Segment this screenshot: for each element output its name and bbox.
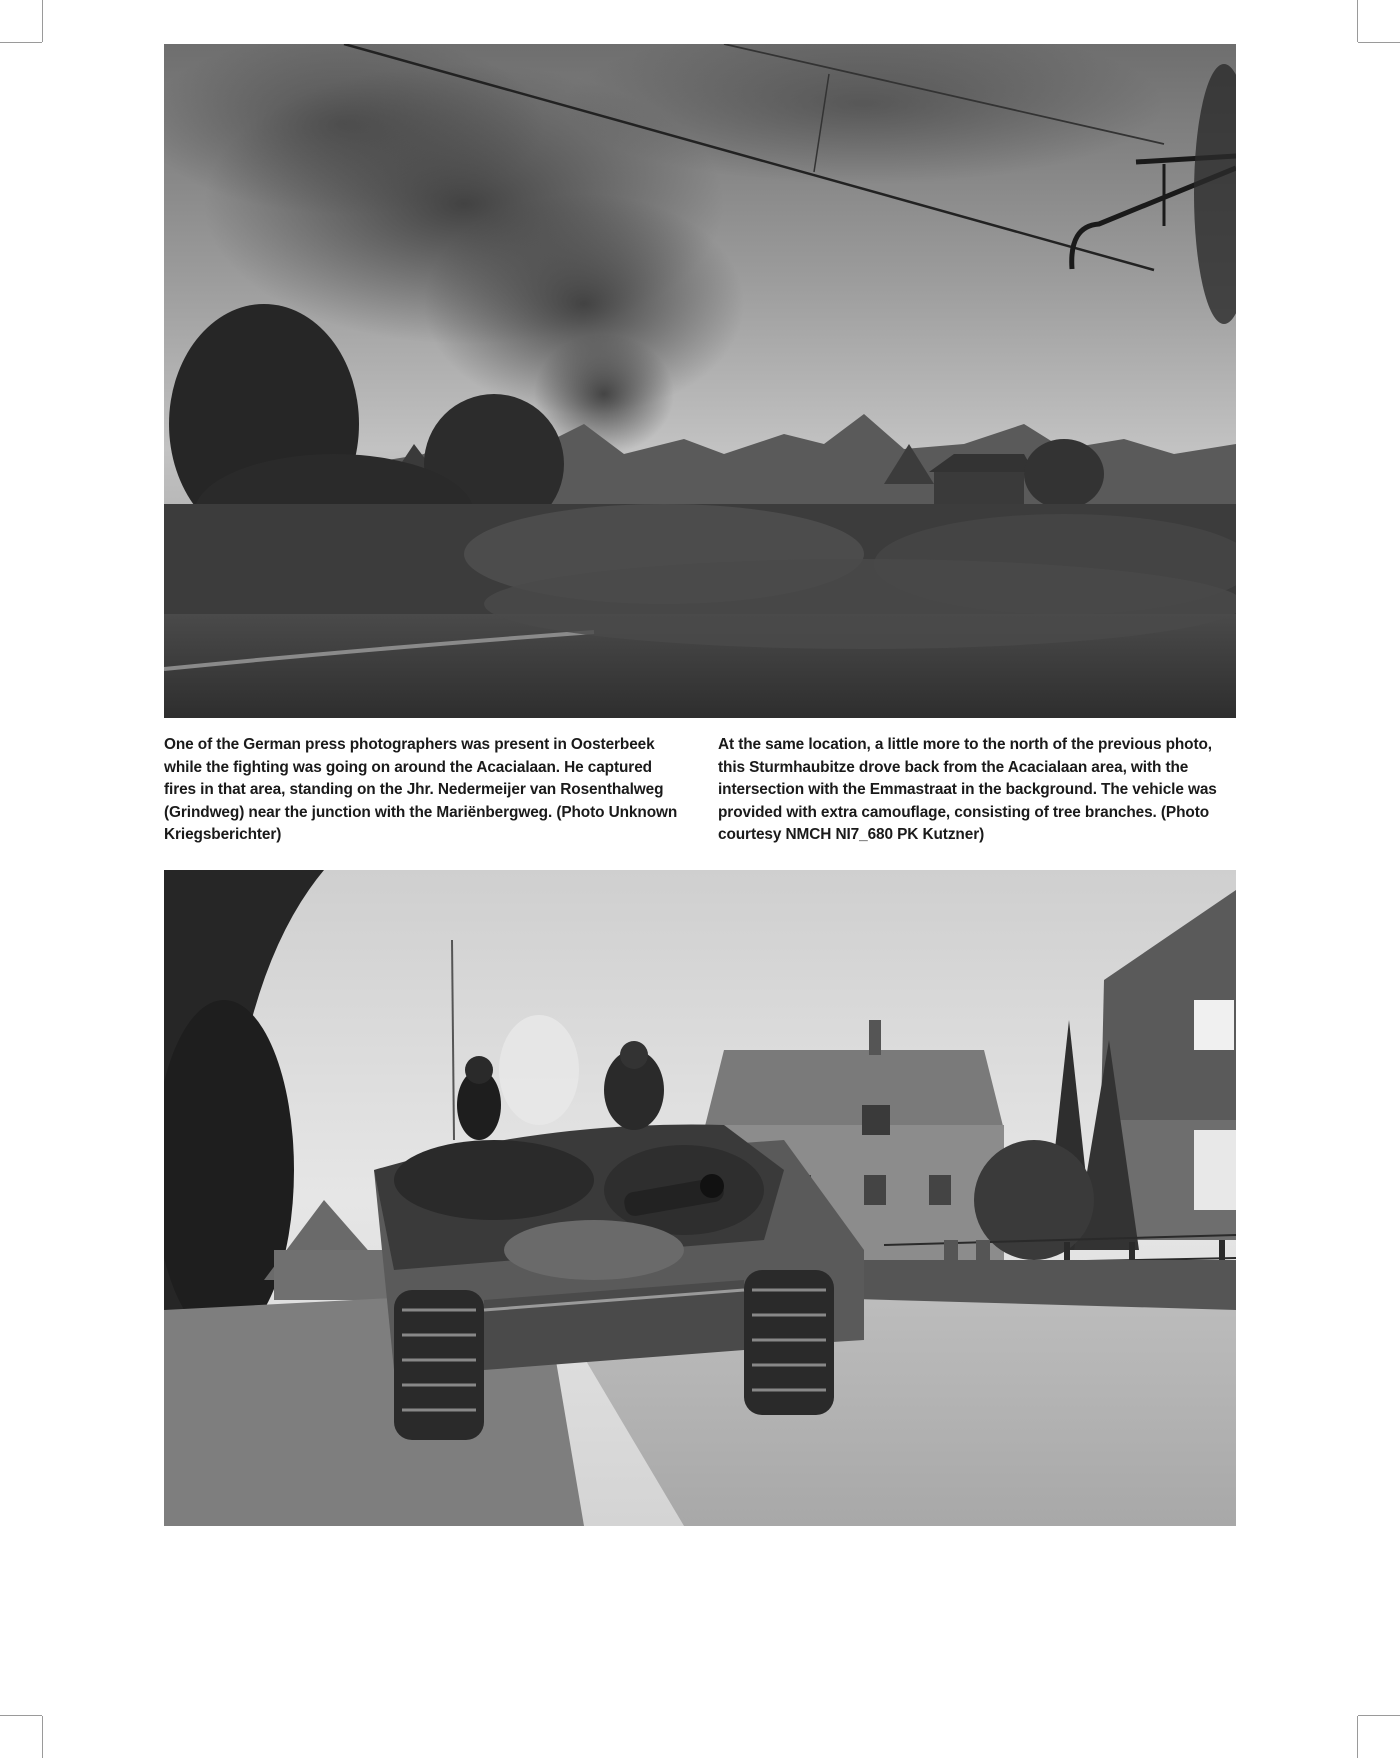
photo-sturmhaubitze-image — [164, 870, 1236, 1526]
photo-smoke-image — [164, 44, 1236, 718]
caption-left: One of the German press photographers was present in Oosterbeek while the fighting was going on around the Acacialaan. He captured fires in that area, standing on the Jhr. Nedermeijer van Rosenthalweg (Grindweg) near the junction with the Mariënbergweg. (Photo Unknown Kriegsberichter) — [164, 736, 678, 843]
crop-mark — [42, 0, 43, 42]
crop-mark — [1357, 1716, 1358, 1758]
crop-mark — [0, 42, 42, 43]
photo-smoke-over-oosterbeek — [164, 44, 1236, 718]
crop-mark — [42, 1716, 43, 1758]
caption-right: At the same location, a little more to the north of the previous photo, this Sturmhaubitze drove back from the Acacialaan area, with the intersection with the Emmastraat in the background. The vehicle was provided with extra camouflage, consisting of tree branches. (Photo courtesy NMCH NI7_680 PK Kutzner) — [718, 736, 1217, 843]
photo-sturmhaubitze — [164, 870, 1236, 1526]
crop-mark — [1358, 42, 1400, 43]
crop-mark — [1358, 1715, 1400, 1716]
crop-mark — [1357, 0, 1358, 42]
crop-mark — [0, 1715, 42, 1716]
